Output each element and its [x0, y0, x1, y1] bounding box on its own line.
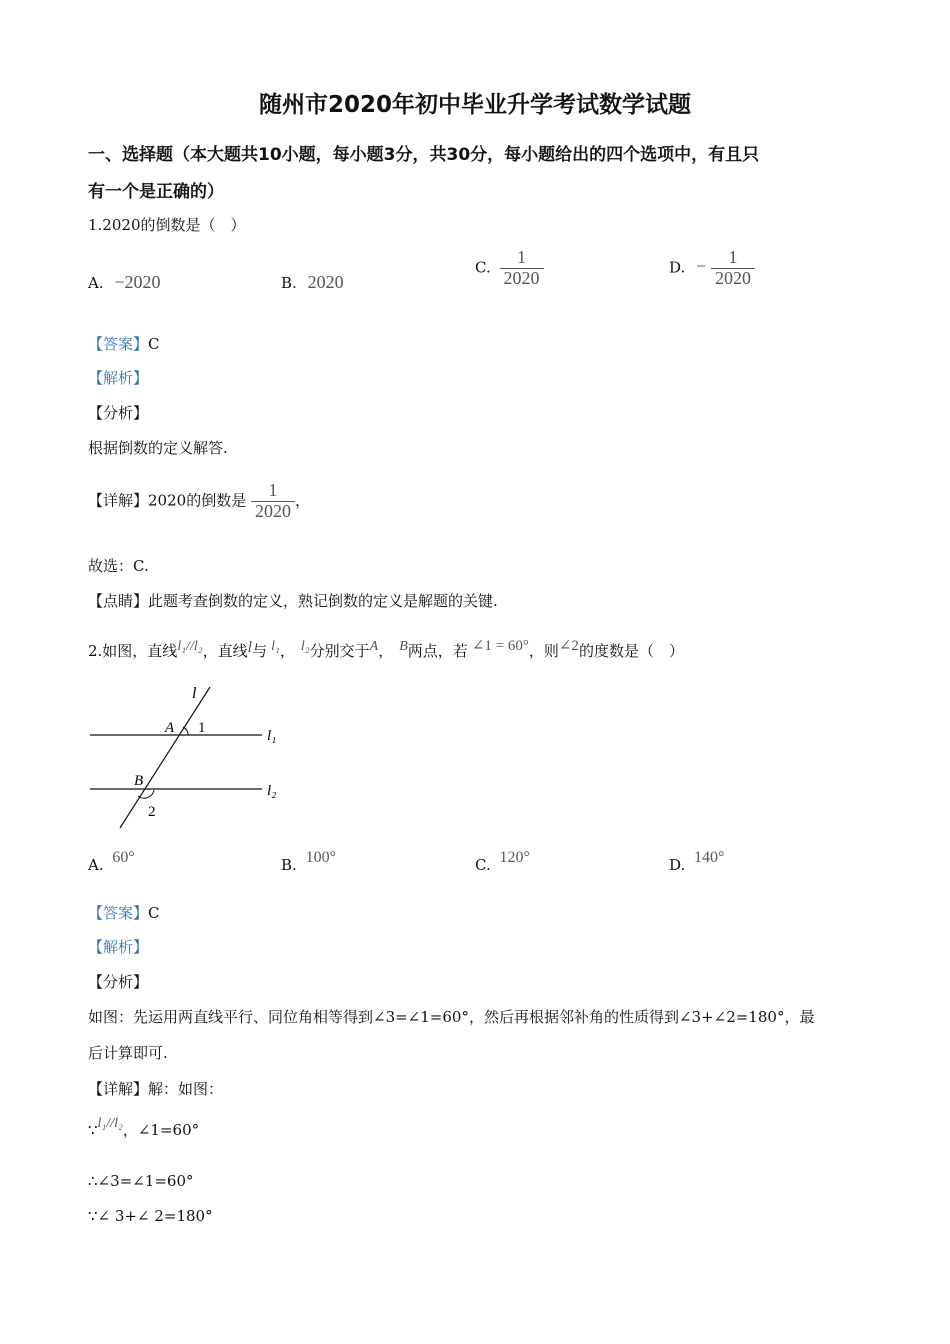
q2-analysis-tag: 【解析】: [88, 938, 149, 956]
q2-detail: [88, 1078, 223, 1099]
stem-text: 与: [252, 642, 268, 660]
q2-stem: [88, 636, 684, 661]
stem-text: 2.如图，直线: [88, 642, 178, 660]
q1-analysis-tag: 【解析】: [88, 369, 149, 387]
denominator: 2020: [500, 268, 544, 289]
answer-value: C: [148, 904, 160, 922]
answer-tag: 【答案】: [88, 335, 149, 353]
stem-math: l: [247, 639, 253, 656]
q2-fenxi-line2: 后计算即可.: [88, 1044, 168, 1062]
option-label: A.: [88, 274, 104, 292]
stem-math: ∠2: [558, 638, 579, 654]
q2-option-d: [669, 848, 725, 874]
q2-step-3: ∵∠ 3+∠ 2=180°: [88, 1207, 213, 1225]
label-angle-1: 1: [198, 720, 206, 736]
stem-text: 的度数是（ ）: [578, 642, 684, 660]
label-l2: l₂: [267, 783, 277, 799]
section-heading: 一、选择题（本大题共10小题，每小题3分，共30分，每小题给出的四个选项中，有且只: [88, 145, 760, 165]
q1-fenxi-tag: 【分析】: [88, 404, 149, 422]
detail-tag: 【详解】: [88, 491, 149, 510]
option-label: C.: [475, 258, 491, 277]
option-label: C.: [475, 856, 491, 874]
q2-step-2: ∴∠3=∠1=60°: [88, 1172, 194, 1190]
answer-value: C: [148, 335, 160, 353]
q1-comment: [88, 590, 498, 611]
because-symbol: ∵: [88, 1121, 98, 1139]
option-label: D.: [669, 856, 686, 874]
numerator: 1: [268, 480, 278, 500]
q1-detail: [88, 481, 310, 522]
q2-option-c: [475, 848, 530, 874]
fraction: [711, 248, 755, 289]
option-value: 2020: [307, 272, 344, 292]
stem-math: A: [369, 639, 379, 654]
option-label: D.: [669, 258, 686, 277]
detail-end: ，: [294, 491, 310, 510]
stem-math: ∠1 = 60°: [471, 638, 529, 654]
stem-text: ，: [279, 642, 295, 660]
numerator: 1: [728, 247, 738, 267]
q2-fenxi-line1: 如图：先运用两直线平行、同位角相等得到∠3=∠1=60°，然后再根据邻补角的性质得到∠3+∠2=180°，最: [88, 1008, 815, 1026]
answer-tag: 【答案】: [88, 904, 149, 922]
comment-tag: 【点睛】: [88, 592, 149, 610]
option-label: A.: [88, 856, 104, 874]
fraction: [251, 481, 295, 522]
fraction: [500, 248, 544, 289]
q1-answer: [88, 333, 160, 354]
q1-fenxi: 根据倒数的定义解答.: [88, 439, 228, 457]
transversal-l: [120, 687, 210, 828]
option-value: 140°: [694, 849, 725, 866]
step-text: ，∠1=60°: [122, 1121, 200, 1139]
detail-text: 解：如图：: [148, 1080, 224, 1098]
q1-option-d: [669, 248, 755, 289]
option-label: B.: [281, 274, 297, 292]
q1-option-a: [88, 272, 161, 293]
label-l: l: [192, 685, 197, 702]
option-value: 60°: [112, 849, 135, 866]
option-value: 120°: [499, 849, 530, 866]
numerator: 1: [517, 247, 526, 267]
stem-text: ，: [378, 642, 394, 660]
q1-option-c: [475, 248, 544, 289]
q2-option-b: [281, 848, 336, 874]
section-heading-cont: 有一个是正确的）: [88, 182, 224, 202]
minus-sign: −: [696, 256, 707, 277]
parallel-lines-figure: [86, 682, 286, 832]
stem-text: 分别交于: [309, 642, 370, 660]
option-label: B.: [281, 856, 297, 874]
q1-option-b: [281, 272, 344, 293]
denominator: 2020: [251, 501, 295, 522]
stem-math: l₁//l₂: [177, 639, 203, 654]
detail-tag: 【详解】: [88, 1080, 149, 1098]
stem-math: B: [399, 639, 408, 654]
detail-text: 2020的倒数是: [148, 491, 247, 510]
q1-choose: 故选：C.: [88, 557, 149, 575]
q2-step-1: [88, 1116, 199, 1140]
q2-option-a: [88, 848, 135, 874]
stem-text: 两点，若: [407, 642, 468, 660]
angle-2-arc: [138, 790, 154, 798]
comment-text: 此题考查倒数的定义，熟记倒数的定义是解题的关键.: [148, 592, 498, 610]
option-value: −2020: [114, 272, 161, 292]
step-math: l₁//l₂: [97, 1116, 123, 1131]
label-A: A: [165, 720, 175, 736]
stem-text: ，直线: [202, 642, 248, 660]
stem-math: l₂: [300, 639, 310, 654]
option-value: 100°: [305, 849, 336, 866]
label-l1: l₁: [267, 728, 277, 744]
label-B: B: [134, 773, 144, 789]
denominator: 2020: [711, 268, 755, 289]
stem-text: ，则: [528, 642, 559, 660]
label-angle-2: 2: [148, 804, 156, 820]
q2-fenxi-tag: 【分析】: [88, 973, 149, 991]
q1-stem: 1.2020的倒数是（ ）: [88, 216, 246, 234]
q2-answer: [88, 902, 160, 923]
stem-math: l₁: [271, 639, 280, 654]
page-title: 随州市2020年初中毕业升学考试数学试题: [258, 92, 691, 118]
